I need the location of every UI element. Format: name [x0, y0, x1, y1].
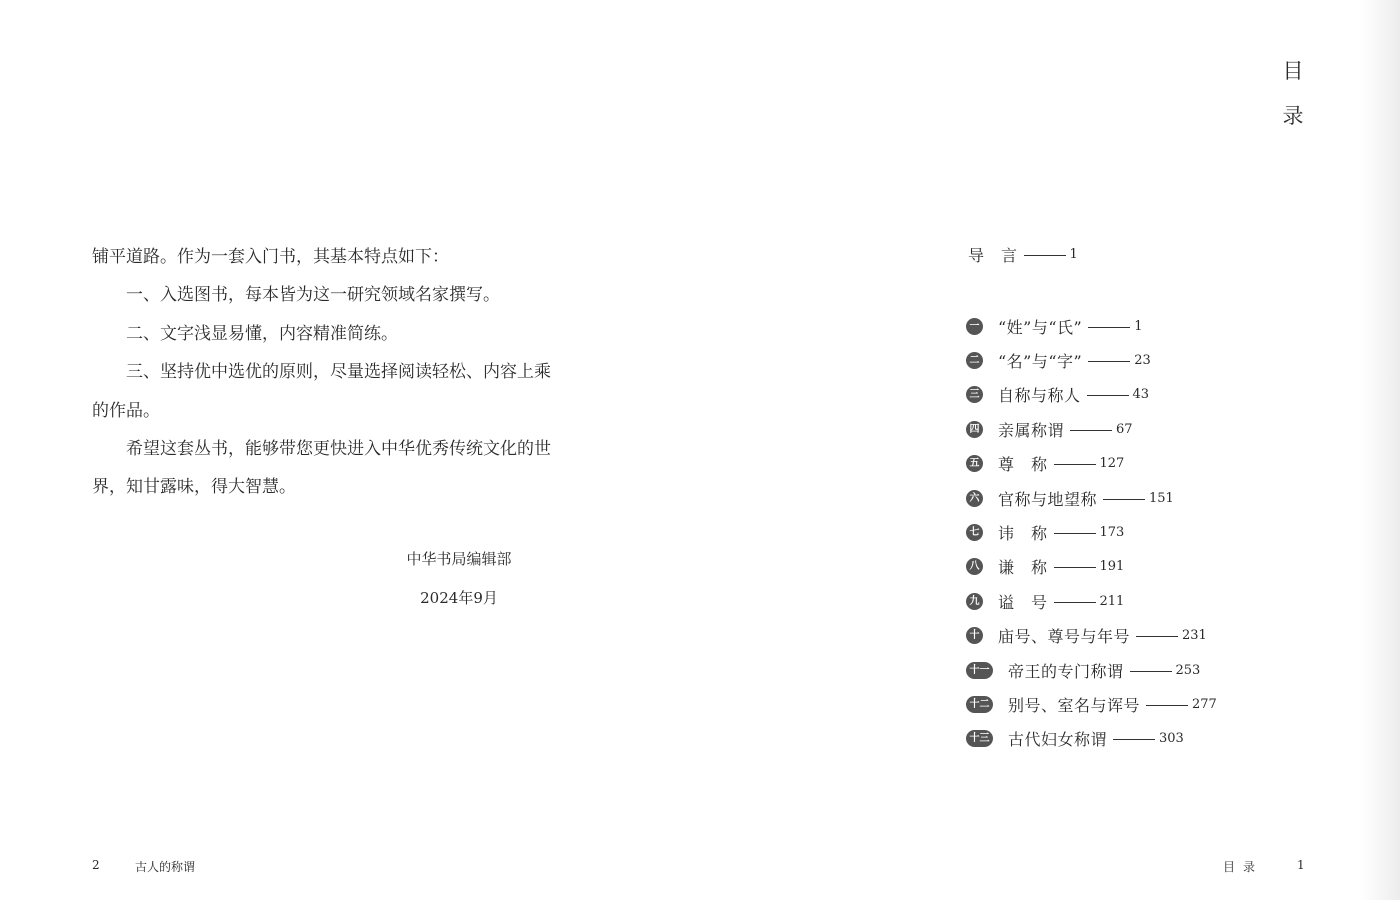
chapter-number-badge: 九 [966, 593, 983, 610]
toc-entry-title: 庙号、尊号与年号 [998, 627, 1131, 647]
toc-entry-page: 253 [1175, 662, 1201, 678]
toc-entry-title: 帝王的专门称谓 [1008, 661, 1124, 681]
toc-entry-page: 277 [1192, 696, 1217, 712]
toc-intro-title: 导 言 [968, 246, 1018, 265]
toc-entry[interactable] [966, 378, 1286, 412]
toc-entry[interactable] [966, 584, 1286, 618]
toc-heading-char-1: 目 [1282, 59, 1304, 83]
chapter-number-badge: 一 [966, 318, 983, 335]
toc-entry-page: 173 [1099, 525, 1125, 541]
toc-entry-page: 127 [1099, 456, 1125, 472]
toc-entry-title: 讳 称 [998, 524, 1048, 544]
chapter-number-badge: 十一 [966, 662, 993, 679]
leader-dash [1103, 499, 1145, 500]
toc-entry[interactable] [966, 550, 1286, 584]
toc-entry[interactable] [966, 343, 1286, 377]
toc-intro-page: 1 [1069, 247, 1078, 262]
leader-dash [1146, 705, 1188, 706]
toc-intro-entry[interactable] [968, 243, 1078, 266]
toc-entry-title: 别号、室名与诨号 [1008, 695, 1141, 715]
toc-entry-page: 211 [1099, 593, 1125, 609]
toc-entry[interactable] [966, 447, 1286, 481]
toc-entry[interactable] [966, 515, 1286, 549]
toc-entry[interactable] [966, 412, 1286, 446]
preface-paragraph: 希望这套丛书，能够带您更快进入中华优秀传统文化的世界，知甘露味，得大智慧。 [92, 439, 551, 498]
toc-entry-page: 151 [1149, 490, 1174, 506]
toc-entry-page: 303 [1159, 731, 1184, 747]
leader-dash [1054, 602, 1096, 603]
chapter-number-badge: 十三 [966, 730, 993, 747]
leader-dash [1070, 430, 1112, 431]
toc-entry-title: 官称与地望称 [998, 489, 1098, 509]
toc-entry-title: 自称与称人 [998, 386, 1081, 406]
chapter-number-badge: 二 [966, 352, 983, 369]
toc-entry[interactable] [966, 309, 1286, 343]
preface-paragraph: 三、坚持优中选优的原则，尽量选择阅读轻松、内容上乘的作品。 [92, 362, 551, 421]
toc-entry[interactable] [966, 722, 1286, 756]
chapter-number-badge: 五 [966, 455, 983, 472]
signature-org: 中华书局编辑部 [406, 550, 512, 568]
leader-dash [1087, 395, 1129, 396]
toc-entry-title: 亲属称谓 [998, 420, 1065, 440]
toc-entry-title: “姓”与“氏” [998, 317, 1083, 337]
chapter-number-badge: 三 [966, 386, 983, 403]
signature-date: 2024年9月 [420, 589, 498, 607]
chapter-number-badge: 十 [966, 627, 983, 644]
preface-paragraph: 一、入选图书，每本皆为这一研究领域名家撰写。 [126, 285, 500, 306]
leader-dash [1054, 533, 1096, 534]
leader-dash [1054, 464, 1096, 465]
toc-entry-title: 尊 称 [998, 455, 1048, 475]
preface-body [92, 238, 562, 507]
toc-entry-title: 谦 称 [998, 558, 1048, 578]
leader-dash [1130, 671, 1172, 672]
toc-entry[interactable] [966, 619, 1286, 653]
leader-dash [1024, 255, 1066, 256]
toc-entry-page: 191 [1099, 559, 1125, 575]
toc-entry-title: “名”与“字” [998, 352, 1083, 372]
preface-paragraph: 铺平道路。作为一套入门书，其基本特点如下： [92, 247, 449, 267]
left-page-number: 2 [92, 858, 100, 872]
preface-paragraph: 二、文字浅显易懂，内容精准简练。 [126, 323, 398, 344]
toc-entry[interactable] [966, 653, 1286, 687]
toc-entry-page: 231 [1182, 628, 1207, 644]
right-running-title: 目录 [1223, 860, 1264, 874]
right-page-number: 1 [1297, 858, 1305, 872]
toc-entry-page: 43 [1132, 387, 1150, 403]
toc-entry[interactable] [966, 687, 1286, 721]
leader-dash [1113, 739, 1155, 740]
chapter-number-badge: 八 [966, 558, 983, 575]
toc-entry-title: 古代妇女称谓 [1008, 730, 1108, 750]
toc-entry-title: 谥 号 [998, 592, 1048, 612]
leader-dash [1054, 567, 1096, 568]
toc-chapter-list [966, 309, 1286, 756]
toc-entry-page: 67 [1116, 421, 1133, 437]
toc-entry[interactable] [966, 481, 1286, 515]
toc-entry-page: 23 [1134, 353, 1151, 369]
leader-dash [1136, 636, 1178, 637]
chapter-number-badge: 四 [966, 421, 983, 438]
toc-entry-page: 1 [1134, 318, 1143, 334]
leader-dash [1088, 327, 1130, 328]
left-running-title: 古人的称谓 [135, 860, 196, 874]
chapter-number-badge: 六 [966, 490, 983, 507]
leader-dash [1088, 361, 1130, 362]
toc-heading-char-2: 录 [1282, 104, 1304, 128]
chapter-number-badge: 七 [966, 524, 983, 541]
chapter-number-badge: 十二 [966, 696, 993, 713]
